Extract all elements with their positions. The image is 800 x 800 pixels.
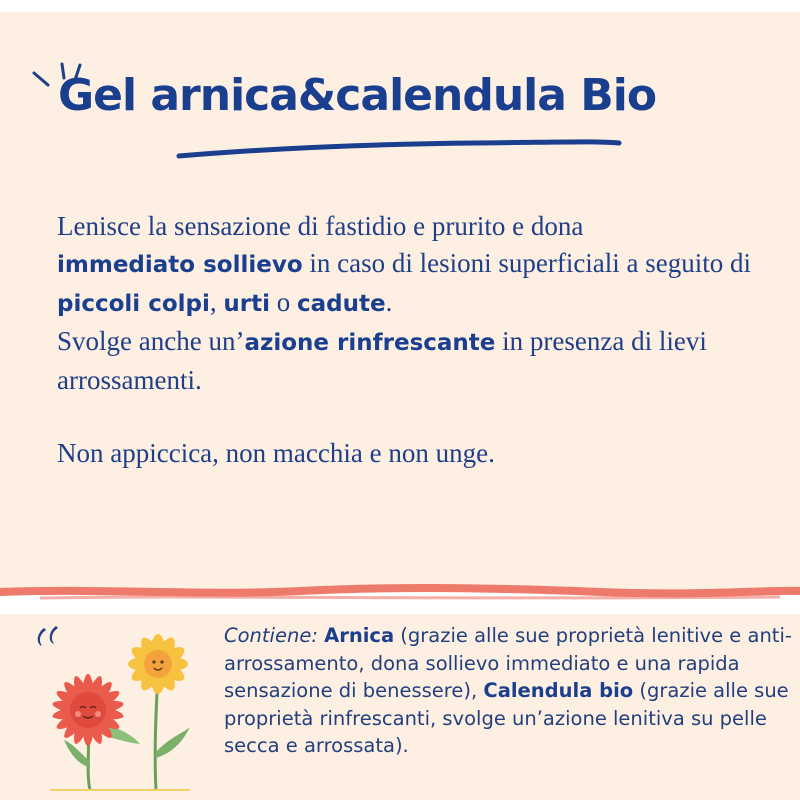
description-paragraph-1: Lenisce la sensazione di fastidio e prurito e dona immediato sollievo in caso di lesioni superficiali a seguito di piccoli colpi, urti o cadute. xyxy=(57,211,752,317)
highlight-urti: urti xyxy=(223,291,270,317)
highlight-cadute: cadute xyxy=(296,291,386,317)
highlight-immediato-sollievo: immediato sollievo xyxy=(57,252,303,278)
ingredients-text: Contiene: Arnica (grazie alle sue proprietà lenitive e anti-arrossamento, dona sollievo immediato e una rapida sensazione di benessere), Calendula bio (grazie alle sue proprietà rinfrescanti, svolge un’azione lenitiva su pelle secca e arrossata). xyxy=(224,624,792,757)
arnica-flower-illustration xyxy=(51,674,140,790)
section-divider xyxy=(0,582,800,614)
product-description xyxy=(57,208,777,472)
ingredient-calendula: Calendula bio xyxy=(483,679,634,702)
page-title: Gel arnica&calendula Bio xyxy=(58,70,657,121)
ingredient-arnica: Arnica xyxy=(324,624,395,647)
flowers-illustration xyxy=(30,612,220,797)
quote-icon xyxy=(38,626,58,646)
description-paragraph-2: Svolge anche un’azione rinfrescante in presenza di lievi arrossamenti. xyxy=(57,326,707,395)
title-underline xyxy=(175,132,635,162)
calendula-flower-illustration xyxy=(128,634,190,790)
contains-label: Contiene: xyxy=(224,624,318,647)
highlight-piccoli-colpi: piccoli colpi xyxy=(57,291,210,317)
description-paragraph-3: Non appiccica, non macchia e non unge. xyxy=(57,438,495,468)
highlight-azione-rinfrescante: azione rinfrescante xyxy=(244,330,496,356)
product-card xyxy=(0,12,800,800)
